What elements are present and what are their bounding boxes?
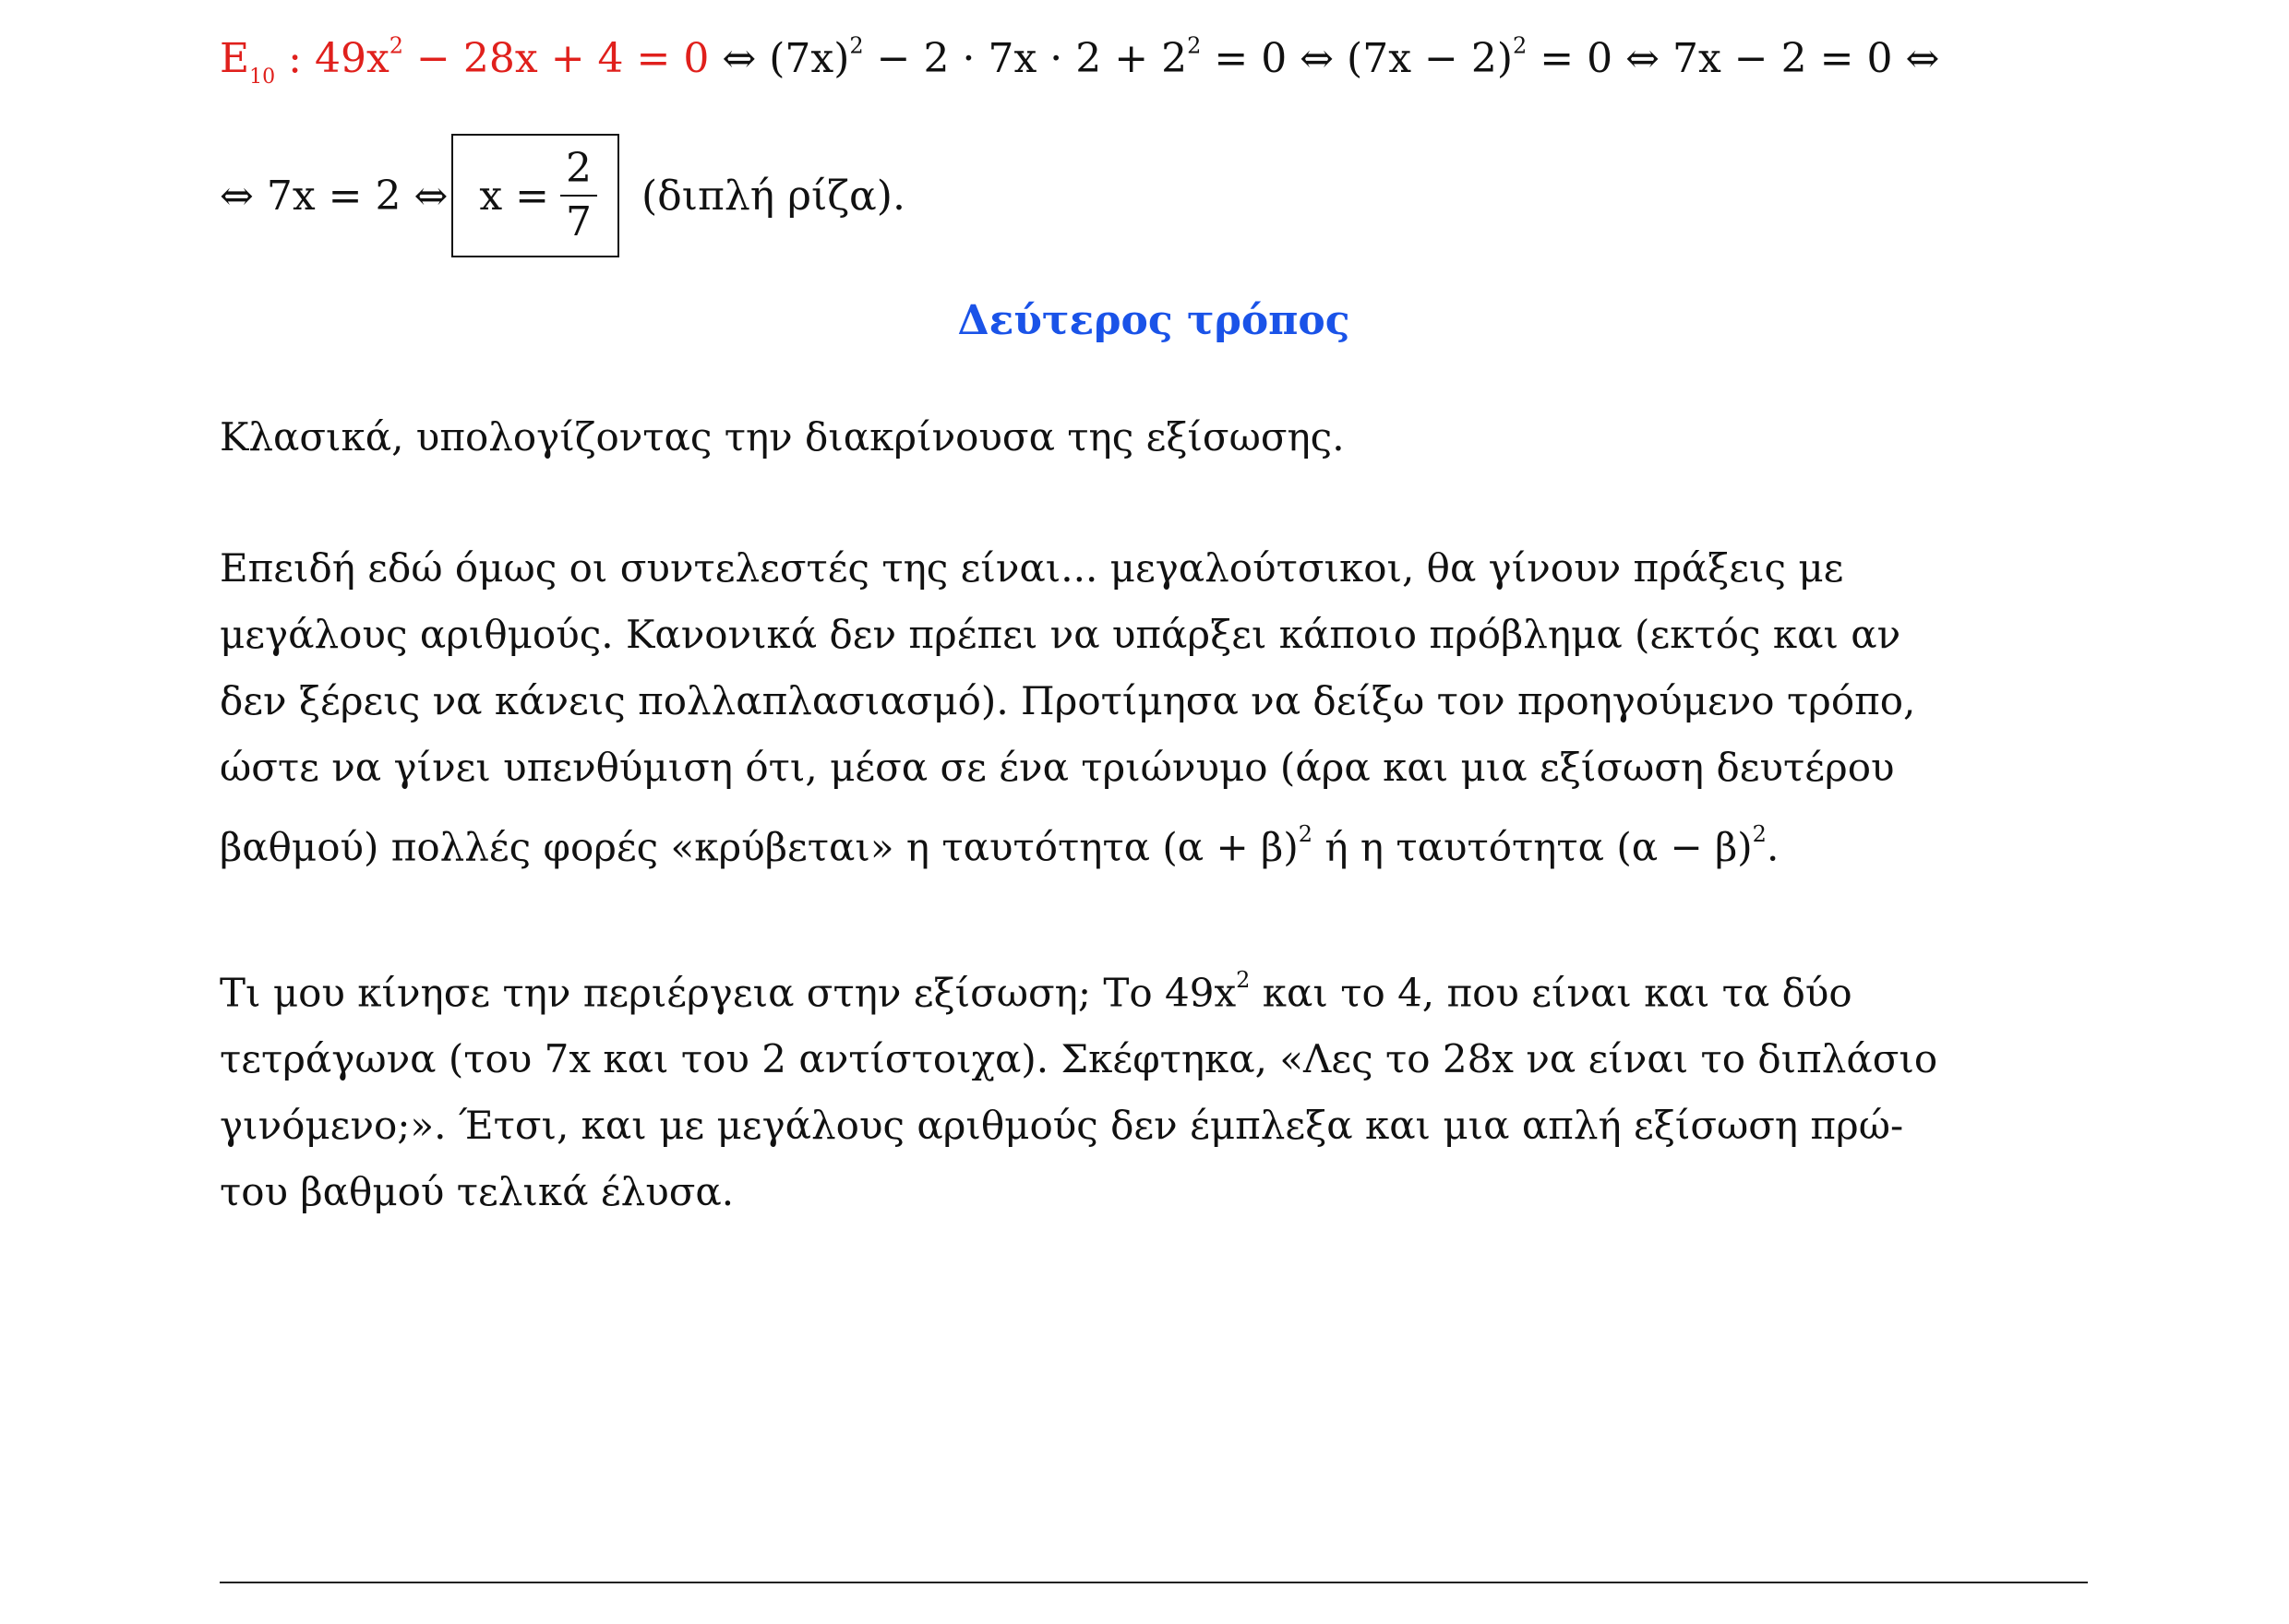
equation-label: $E_{10}$ [220, 35, 276, 90]
paragraph-3 [220, 947, 2088, 1225]
paragraph-3-line-2: τετράγωνα (του 7x και του 2 αντίστοιχα). Σκέφτηκα, «Λες το 28x να είναι το διπλάσιο [220, 1036, 1938, 1082]
paragraph-2-line-4: ώστε να γίνει υπενθύμιση ότι, μέσα σε ένα τριώνυμο (άρα και μια εξίσωση δευτέρου [220, 745, 1895, 790]
result-lhs: x = [479, 172, 550, 220]
equation-colon: : [288, 35, 302, 83]
paragraph-2-line-2: μεγάλους αριθμούς. Κανονικά δεν πρέπει να υπάρξει κάποιο πρόβλημα (εκτός και αν [220, 612, 1901, 657]
paragraph-2 [220, 535, 2088, 880]
equation-step-2: ⇔ 7x = 2 ⇔ [220, 172, 449, 220]
equation-step-1: ⇔ $(7x)^2 - 2 \cdot 7x \cdot 2 + 2^2 = 0$ ⇔ $(7x - 2)^2 = 0$ ⇔ 7x − 2 = 0 ⇔ [722, 33, 1940, 83]
paragraph-3-line-1: Τι μου κίνησε την περιέργεια στην εξίσωση; Το $49x^2$ και το 4, που είναι και τα δύο [220, 967, 1852, 1016]
result-fraction [560, 143, 597, 248]
equation-lhs: $49x^2 - 28x + 4 = 0$ [314, 33, 710, 83]
boxed-result [451, 134, 619, 257]
paragraph-1: Κλασικά, υπολογίζοντας την διακρίνουσα της εξίσωσης. [220, 414, 1345, 460]
paragraph-2-line-3: δεν ξέρεις να κάνεις πολλαπλασιασμό). Προτίμησα να δείξω τον προηγούμενο τρόπο, [220, 678, 1916, 723]
footer-rule [220, 1582, 2088, 1583]
paragraph-3-line-4: του βαθμού τελικά έλυσα. [220, 1169, 735, 1215]
paragraph-3-line-3: γινόμενο;». Έτσι, και με μεγάλους αριθμούς δεν έμπλεξα και μια απλή εξίσωση πρώ- [220, 1103, 1904, 1149]
section-heading: Δεύτερος τρόπος [957, 297, 1350, 344]
paragraph-2-line-5: βαθμού) πολλές φορές «κρύβεται» η ταυτότητα $(\alpha + \beta)^2$ ή η ταυτότητα $(\alpha - \beta)^2$. [220, 821, 1780, 870]
paragraph-2-line-1: Επειδή εδώ όμως οι συντελεστές της είναι... μεγαλούτσικοι, θα γίνουν πράξεις με [220, 545, 1844, 591]
fraction-denominator: 7 [566, 198, 593, 245]
fraction-numerator: 2 [566, 145, 593, 192]
equation-line-2 [220, 129, 905, 262]
equation-line-1 [220, 33, 1939, 89]
double-root-note: (διπλή ρίζα). [641, 172, 905, 220]
